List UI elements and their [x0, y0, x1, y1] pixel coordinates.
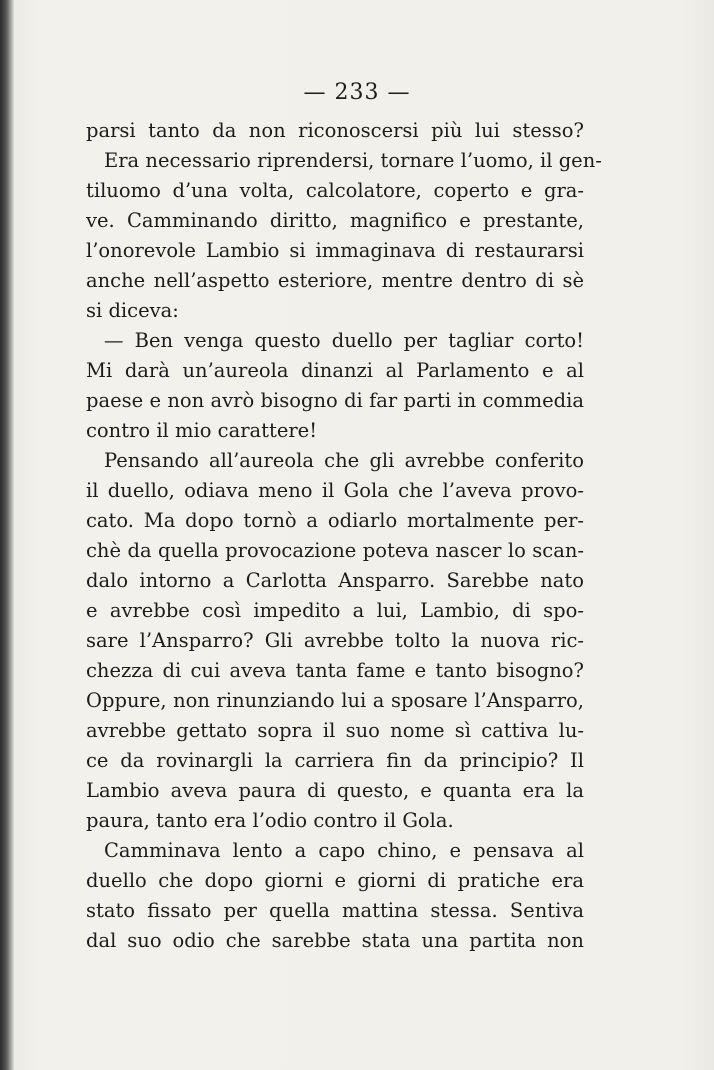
text-line: Era necessario riprendersi, tornare l’uomo, il gen- [104, 149, 602, 172]
text-line: Pensando all’aureola che gli avrebbe conferito [104, 449, 584, 472]
text-line: ve. Camminando diritto, magnifico e prestante, [86, 209, 584, 232]
text-line: Oppure, non rinunziando lui a sposare l’Ansparro, [86, 689, 584, 712]
text-line: dal suo odio che sarebbe stata una partita non [86, 929, 584, 952]
text-line: chè da quella provocazione poteva nascer lo scan- [86, 539, 584, 562]
text-line: il duello, odiava meno il Gola che l’aveva provo- [86, 479, 584, 502]
text-line: contro il mio carattere! [86, 419, 318, 442]
text-line: tiluomo d’una volta, calcolatore, coperto e gra- [86, 179, 584, 202]
text-line: avrebbe gettato sopra il suo nome sì cattiva lu- [86, 719, 584, 742]
text-line: l’onorevole Lambio si immaginava di restaurarsi [86, 239, 584, 262]
page-binding-edge [0, 0, 14, 1070]
page-number: — 233 — [303, 80, 411, 105]
text-line: stato fissato per quella mattina stessa. Sentiva [86, 899, 584, 922]
text-line: parsi tanto da non riconoscersi più lui stesso? [86, 119, 584, 142]
text-line: Lambio aveva paura di questo, e quanta era la [86, 779, 584, 802]
text-line: cato. Ma dopo tornò a odiarlo mortalmente per- [86, 509, 584, 532]
text-line: duello che dopo giorni e giorni di pratiche era [86, 869, 584, 892]
text-line: sare l’Ansparro? Gli avrebbe tolto la nuova ric- [86, 629, 584, 652]
text-line: Mi darà un’aureola dinanzi al Parlamento e al [86, 359, 584, 382]
text-line: Camminava lento a capo chino, e pensava al [104, 839, 584, 862]
text-line: dalo intorno a Carlotta Ansparro. Sarebbe nato [86, 569, 584, 592]
text-line: — Ben venga questo duello per tagliar corto! [104, 329, 584, 352]
body-text [86, 116, 602, 956]
text-line: chezza di cui aveva tanta fame e tanto bisogno? [86, 659, 584, 682]
text-line: paura, tanto era l’odio contro il Gola. [86, 809, 454, 832]
text-line: paese e non avrò bisogno di far parti in commedia [86, 389, 584, 412]
text-line: ce da rovinargli la carriera fin da principio? Il [86, 749, 584, 772]
text-line: e avrebbe così impedito a lui, Lambio, di spo- [86, 599, 584, 622]
text-line: anche nell’aspetto esteriore, mentre dentro di sè [86, 269, 584, 292]
text-line: si diceva: [86, 299, 179, 322]
